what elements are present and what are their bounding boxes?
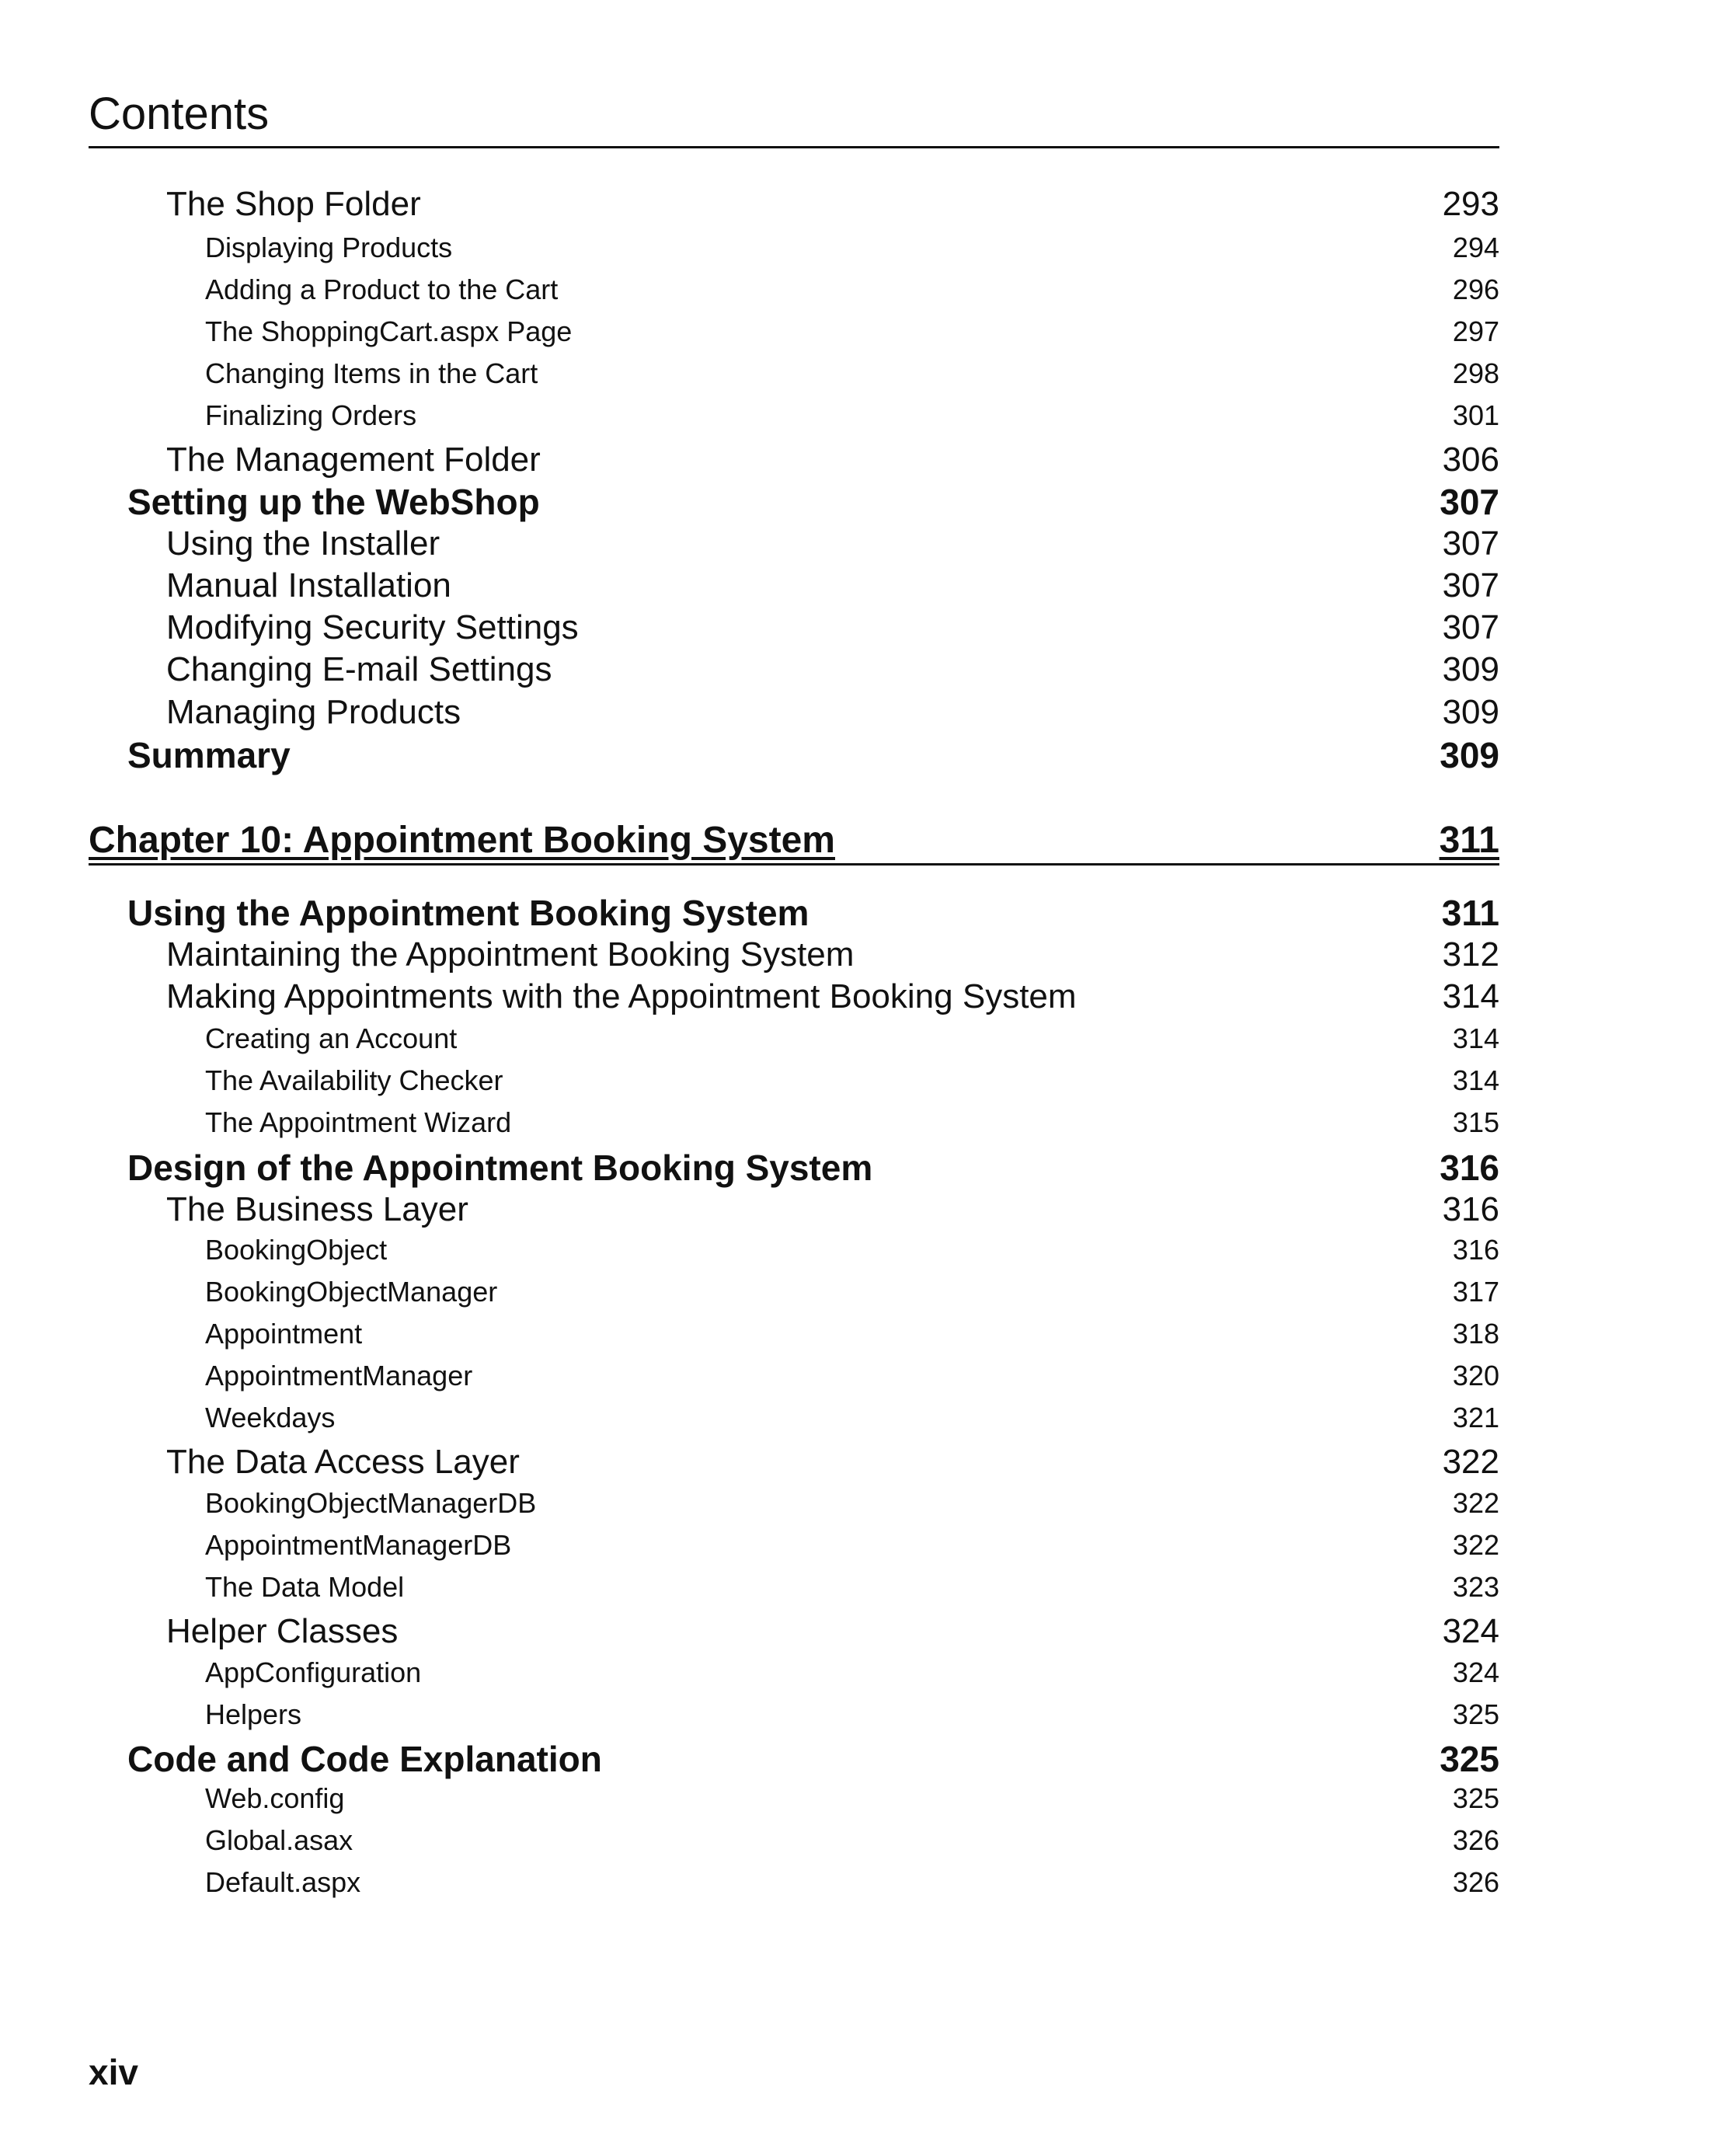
- toc-entry[interactable]: [0, 650, 1499, 689]
- toc-entry-page: 325: [1440, 1739, 1499, 1779]
- toc-entry-title: AppointmentManagerDB: [205, 1529, 512, 1561]
- toc-entry-title: Web.config: [205, 1782, 345, 1814]
- toc-entry-page: 306: [1442, 441, 1499, 479]
- toc-entry-page: 323: [1452, 1571, 1499, 1603]
- toc-entry-page: 320: [1452, 1360, 1499, 1391]
- toc-entry-page: 298: [1452, 357, 1499, 389]
- toc-entry[interactable]: [0, 566, 1499, 605]
- toc-entry[interactable]: [0, 1360, 1499, 1392]
- toc-entry-page: 326: [1452, 1866, 1499, 1898]
- toc-entry-page: 297: [1452, 315, 1499, 347]
- toc-entry[interactable]: [0, 357, 1499, 390]
- toc-entry[interactable]: [0, 1443, 1499, 1482]
- toc-entry[interactable]: [0, 1234, 1499, 1266]
- toc-entry-title: Weekdays: [205, 1402, 336, 1433]
- toc-entry-page: 309: [1440, 735, 1499, 775]
- toc-entry[interactable]: [0, 892, 1499, 934]
- toc-entry-page: 322: [1452, 1529, 1499, 1561]
- toc-entry-page: 322: [1442, 1443, 1499, 1481]
- toc-entry-page: 326: [1452, 1824, 1499, 1856]
- toc-entry[interactable]: [0, 273, 1499, 306]
- toc-entry[interactable]: [0, 1402, 1499, 1434]
- toc-entry-page: 314: [1452, 1064, 1499, 1096]
- toc-entry-page: 311: [1441, 893, 1499, 933]
- toc-entry-title: BookingObjectManagerDB: [205, 1487, 537, 1519]
- toc-entry-page: 321: [1452, 1402, 1499, 1433]
- toc-entry-page: 322: [1452, 1487, 1499, 1519]
- toc-entry[interactable]: [0, 232, 1499, 264]
- toc-entry-title: The Data Access Layer: [166, 1443, 520, 1481]
- toc-entry-page: 324: [1452, 1656, 1499, 1688]
- toc-entry-title: BookingObjectManager: [205, 1276, 498, 1308]
- toc-entry-page: 309: [1442, 693, 1499, 731]
- toc-entry[interactable]: [0, 1106, 1499, 1139]
- toc-entry-title: The ShoppingCart.aspx Page: [205, 315, 573, 347]
- toc-entry[interactable]: [0, 1529, 1499, 1562]
- toc-entry[interactable]: [0, 1276, 1499, 1308]
- toc-entry-title: Helper Classes: [166, 1612, 399, 1650]
- toc-entry-title: AppointmentManager: [205, 1360, 473, 1391]
- toc-entry-title: The Data Model: [205, 1571, 405, 1603]
- toc-entry-title: Setting up the WebShop: [127, 482, 540, 522]
- toc-entry-title: Displaying Products: [205, 232, 453, 263]
- toc-entry-page: 324: [1442, 1612, 1499, 1650]
- toc-entry-page: 309: [1442, 650, 1499, 688]
- toc-entry-title: The Shop Folder: [166, 185, 421, 223]
- toc-entry[interactable]: [0, 1571, 1499, 1604]
- toc-entry[interactable]: [0, 1824, 1499, 1857]
- toc-entry-title: The Business Layer: [166, 1190, 468, 1228]
- toc-entry-page: 307: [1442, 524, 1499, 563]
- toc-entry[interactable]: [0, 1698, 1499, 1731]
- toc-entry[interactable]: [0, 734, 1499, 776]
- toc-entry-title: BookingObject: [205, 1234, 388, 1266]
- toc-entry-page: 307: [1440, 482, 1499, 522]
- toc-entry-title: Finalizing Orders: [205, 399, 417, 431]
- page-title: Contents: [89, 89, 270, 139]
- toc-entry[interactable]: [0, 399, 1499, 432]
- toc-entry-page: 316: [1440, 1148, 1499, 1188]
- toc-entry-title: AppConfiguration: [205, 1656, 422, 1688]
- toc-entry[interactable]: [0, 524, 1499, 563]
- toc-entry-title: Global.asax: [205, 1824, 353, 1856]
- toc-entry-page: 325: [1452, 1782, 1499, 1814]
- toc-entry[interactable]: [0, 185, 1499, 224]
- toc-entry[interactable]: [0, 977, 1499, 1016]
- page-number: xiv: [89, 2052, 138, 2092]
- toc-entry[interactable]: [0, 693, 1499, 732]
- toc-entry-title: Appointment: [205, 1318, 363, 1350]
- toc-entry[interactable]: [0, 608, 1499, 647]
- toc-entry-title: Making Appointments with the Appointment Booking System: [166, 977, 1077, 1015]
- toc-entry-page: 316: [1452, 1234, 1499, 1266]
- toc-entry-page: 301: [1452, 399, 1499, 431]
- toc-entry[interactable]: [0, 1190, 1499, 1229]
- toc-entry-title: Modifying Security Settings: [166, 608, 579, 646]
- toc-entry[interactable]: [0, 1318, 1499, 1350]
- toc-entry-page: 315: [1452, 1106, 1499, 1138]
- toc-entry-title: Using the Installer: [166, 524, 440, 563]
- toc-entry-title: Summary: [127, 735, 291, 775]
- toc-entry-title: Default.aspx: [205, 1866, 361, 1898]
- toc-entry-title: Maintaining the Appointment Booking System: [166, 935, 855, 974]
- toc-entry[interactable]: [0, 481, 1499, 523]
- toc-entry-page: 316: [1442, 1190, 1499, 1228]
- toc-entry-title: Helpers: [205, 1698, 302, 1730]
- chapter-page: 311: [1439, 820, 1499, 861]
- toc-entry[interactable]: [0, 935, 1499, 974]
- toc-entry-title: Code and Code Explanation: [127, 1739, 602, 1779]
- page-header: [89, 87, 1499, 148]
- toc-entry-title: Using the Appointment Booking System: [127, 893, 810, 933]
- toc-entry-title: Changing Items in the Cart: [205, 357, 538, 389]
- toc-entry-page: 296: [1452, 273, 1499, 305]
- toc-entry[interactable]: [0, 1738, 1499, 1780]
- toc-entry-title: The Availability Checker: [205, 1064, 503, 1096]
- chapter-heading[interactable]: [89, 819, 1499, 866]
- toc-entry-page: 318: [1452, 1318, 1499, 1350]
- toc-entry-page: 325: [1452, 1698, 1499, 1730]
- toc-entry[interactable]: [0, 1022, 1499, 1055]
- toc-entry-title: Managing Products: [166, 693, 461, 731]
- toc-entry-title: Manual Installation: [166, 566, 451, 604]
- toc-entry-page: 314: [1452, 1022, 1499, 1054]
- toc-entry[interactable]: [0, 441, 1499, 479]
- toc-entry-title: Creating an Account: [205, 1022, 458, 1054]
- toc-entry-title: The Management Folder: [166, 441, 541, 479]
- toc-entry-title: Design of the Appointment Booking System: [127, 1148, 873, 1188]
- toc-entry[interactable]: [0, 1487, 1499, 1520]
- toc-entry-title: The Appointment Wizard: [205, 1106, 512, 1138]
- toc-entry[interactable]: [0, 1656, 1499, 1689]
- toc-entry-title: Adding a Product to the Cart: [205, 273, 559, 305]
- toc-entry-page: 307: [1442, 566, 1499, 604]
- toc-entry-page: 317: [1452, 1276, 1499, 1308]
- toc-entry[interactable]: [0, 1866, 1499, 1899]
- toc-entry[interactable]: [0, 1147, 1499, 1189]
- toc-entry-title: Changing E-mail Settings: [166, 650, 552, 688]
- toc-entry-page: 307: [1442, 608, 1499, 646]
- toc-entry[interactable]: [0, 1782, 1499, 1815]
- toc-entry[interactable]: [0, 315, 1499, 348]
- toc-entry-page: 314: [1442, 977, 1499, 1015]
- toc-entry-page: 293: [1442, 185, 1499, 223]
- toc-entry[interactable]: [0, 1612, 1499, 1651]
- toc-entry-page: 294: [1452, 232, 1499, 263]
- toc-entry[interactable]: [0, 1064, 1499, 1097]
- chapter-title: Chapter 10: Appointment Booking System: [89, 820, 835, 861]
- toc-entry-page: 312: [1442, 935, 1499, 974]
